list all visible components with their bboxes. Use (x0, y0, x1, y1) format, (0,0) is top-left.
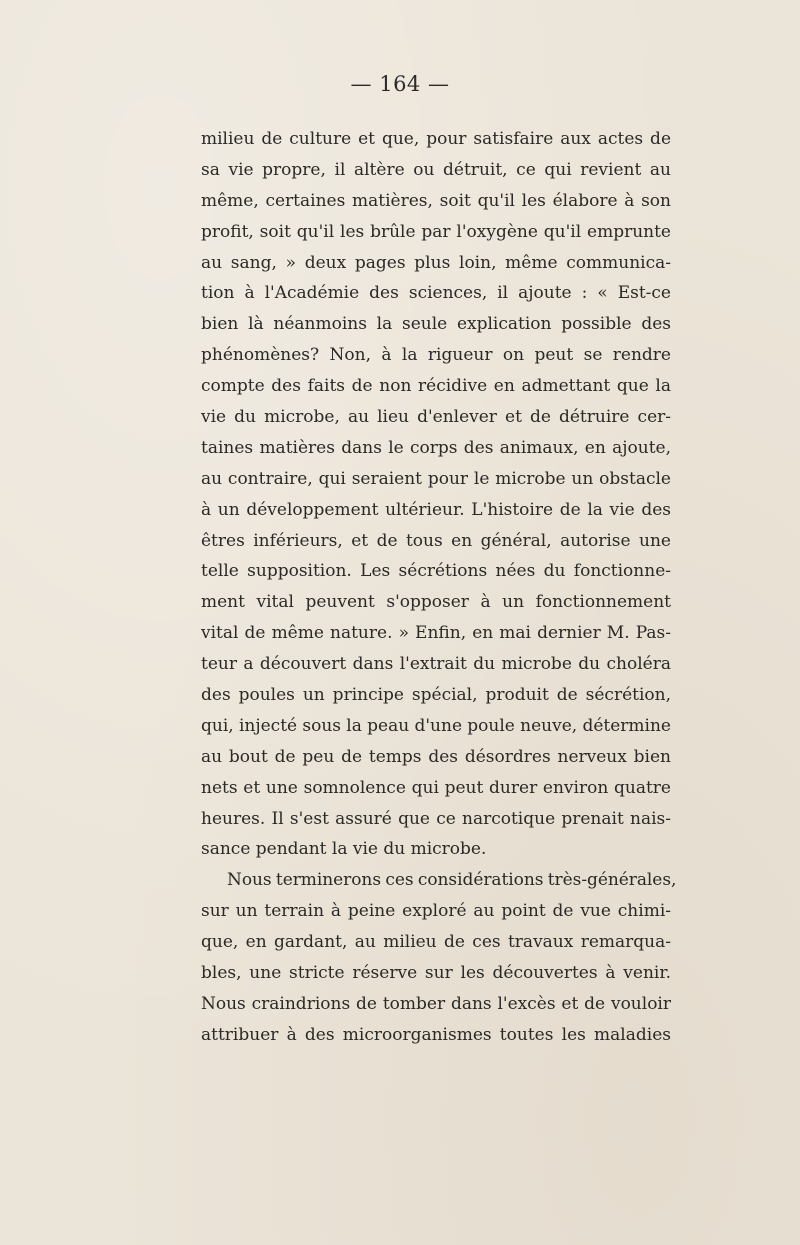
page-number: — 164 — (350, 72, 450, 96)
text-line: tion à l'Académie des sciences, il ajoute : « Est-ce (201, 283, 671, 304)
text-line: sance pendant la vie du microbe. (201, 839, 487, 860)
text-line: vital de même nature. » Enfin, en mai dernier M. Pas- (201, 623, 671, 644)
text-line: phénomènes? Non, à la rigueur on peut se rendre (201, 345, 671, 366)
text-line: Nous terminerons ces considérations très-générales, (227, 870, 677, 891)
text-line: ment vital peuvent s'opposer à un fonctionnement (201, 592, 671, 613)
text-line: que, en gardant, au milieu de ces travaux remarqua- (201, 932, 671, 953)
text-line: au bout de peu de temps des désordres nerveux bien (201, 746, 671, 767)
text-line: profit, soit qu'il les brûle par l'oxygène qu'il emprunte (201, 221, 671, 242)
text-line: vie du microbe, au lieu d'enlever et de détruire cer- (201, 407, 671, 428)
text-line: teur a découvert dans l'extrait du microbe du choléra (201, 654, 671, 675)
text-line: compte des faits de non récidive en admettant que la (201, 376, 671, 397)
text-line: au sang, » deux pages plus loin, même communica- (201, 252, 671, 273)
text-line: heures. Il s'est assuré que ce narcotique prenait nais- (201, 808, 671, 829)
text-line: même, certaines matières, soit qu'il les élabore à son (201, 190, 671, 211)
text-line: bles, une stricte réserve sur les découvertes à venir. (201, 963, 671, 984)
text-line: au contraire, qui seraient pour le microbe un obstacle (201, 468, 671, 489)
text-line: êtres inférieurs, et de tous en général, autorise une (201, 530, 671, 551)
text-line: qui, injecté sous la peau d'une poule neuve, détermine (201, 715, 671, 736)
text-line: à un développement ultérieur. L'histoire de la vie des (201, 499, 671, 520)
text-line: sur un terrain à peine exploré au point de vue chimi- (201, 901, 671, 922)
text-line: taines matières dans le corps des animaux, en ajoute, (201, 437, 671, 458)
text-line: sa vie propre, il altère ou détruit, ce qui revient au (201, 159, 671, 180)
text-line: bien là néanmoins la seule explication possible des (201, 314, 671, 335)
text-line: Nous craindrions de tomber dans l'excès et de vouloir (201, 993, 671, 1014)
text-line: attribuer à des microorganismes toutes les maladies (201, 1024, 671, 1045)
body-text (201, 124, 677, 1051)
text-line: milieu de culture et que, pour satisfaire aux actes de (201, 129, 671, 149)
text-line: des poules un principe spécial, produit de sécrétion, (201, 685, 671, 706)
text-line: telle supposition. Les sécrétions nées du fonctionne- (201, 561, 671, 582)
text-line: nets et une somnolence qui peut durer environ quatre (201, 777, 671, 798)
